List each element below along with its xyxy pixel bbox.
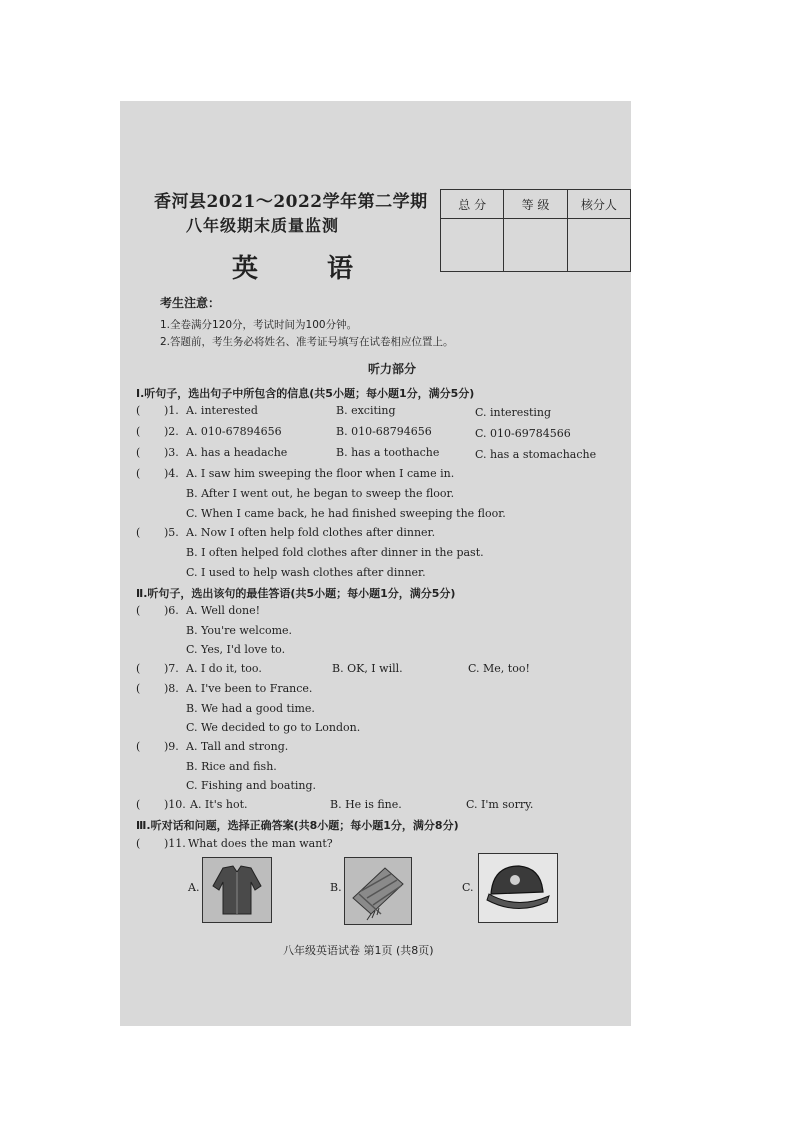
option-c: C. has a stomachache <box>475 448 597 461</box>
option-a: A. I do it, too. <box>186 662 262 675</box>
picture-option-label-a: A. <box>188 881 200 894</box>
exam-title-line1: 香河县2021～2022学年第二学期 <box>154 192 428 212</box>
answer-paren[interactable]: ( <box>136 446 141 459</box>
answer-paren[interactable]: ( <box>136 404 141 417</box>
question-number: )4. <box>164 467 179 480</box>
answer-paren[interactable]: ( <box>136 740 141 753</box>
answer-paren[interactable]: ( <box>136 425 141 438</box>
score-table <box>440 189 631 272</box>
option-a: A. Well done! <box>186 604 261 617</box>
option-b: B. has a toothache <box>336 446 440 459</box>
option-c: C. Me, too! <box>468 662 530 675</box>
score-cell-checker[interactable] <box>567 219 630 272</box>
answer-paren[interactable]: ( <box>136 662 141 675</box>
score-cell-grade[interactable] <box>504 219 567 272</box>
part-title: 听力部分 <box>368 362 417 376</box>
answer-paren[interactable]: ( <box>136 604 141 617</box>
option-c: C. 010-69784566 <box>475 427 571 440</box>
notice-item: 1.全卷满分120分，考试时间为100分钟。 <box>160 319 358 331</box>
score-header-checker: 核分人 <box>567 190 630 219</box>
exam-paper <box>120 101 631 1026</box>
question-number: )10. <box>164 798 186 811</box>
jacket-picture[interactable] <box>202 857 272 923</box>
option-c: C. When I came back, he had finished sweeping the floor. <box>186 507 506 520</box>
section-2-title: Ⅱ.听句子，选出该句的最佳答语(共5小题；每小题1分，满分5分) <box>136 587 456 600</box>
option-b: B. exciting <box>336 404 396 417</box>
option-a: A. I saw him sweeping the floor when I came in. <box>186 467 455 480</box>
score-header-total: 总 分 <box>441 190 504 219</box>
question-text: What does the man want? <box>188 837 333 850</box>
picture-option-label-b: B. <box>330 881 342 894</box>
option-b: B. I often helped fold clothes after dinner in the past. <box>186 546 484 559</box>
exam-title-line2: 八年级期末质量监测 <box>186 216 340 235</box>
option-c: C. Yes, I'd love to. <box>186 643 286 656</box>
question-number: )11. <box>164 837 186 850</box>
option-a: A. Now I often help fold clothes after dinner. <box>186 526 436 539</box>
option-c: C. I used to help wash clothes after dinner. <box>186 566 426 579</box>
answer-paren[interactable]: ( <box>136 467 141 480</box>
option-a: A. has a headache <box>186 446 288 459</box>
notice-heading: 考生注意： <box>160 296 221 310</box>
option-a: A. 010-67894656 <box>186 425 282 438</box>
question-number: )1. <box>164 404 179 417</box>
question-number: )3. <box>164 446 179 459</box>
option-c: C. interesting <box>475 406 552 419</box>
option-a: A. I've been to France. <box>186 682 313 695</box>
page-footer: 八年级英语试卷 第1页 (共8页) <box>283 944 434 957</box>
score-cell-total[interactable] <box>441 219 504 272</box>
question-number: )5. <box>164 526 179 539</box>
score-header-grade: 等 级 <box>504 190 567 219</box>
option-b: B. OK, I will. <box>332 662 403 675</box>
cap-icon <box>479 854 557 922</box>
option-b: B. He is fine. <box>330 798 402 811</box>
question-number: )9. <box>164 740 179 753</box>
option-b: B. After I went out, he began to sweep the floor. <box>186 487 455 500</box>
option-b: B. Rice and fish. <box>186 760 277 773</box>
option-a: A. Tall and strong. <box>186 740 289 753</box>
answer-paren[interactable]: ( <box>136 798 141 811</box>
section-3-title: Ⅲ.听对话和问题，选择正确答案(共8小题；每小题1分，满分8分) <box>136 819 459 832</box>
scarf-picture[interactable] <box>344 857 412 925</box>
option-c: C. We decided to go to London. <box>186 721 361 734</box>
option-c: C. I'm sorry. <box>466 798 534 811</box>
section-1-title: Ⅰ.听句子，选出句子中所包含的信息(共5小题；每小题1分，满分5分) <box>136 387 475 400</box>
subject-title: 英 语 <box>232 254 384 284</box>
cap-picture[interactable] <box>478 853 558 923</box>
question-number: )2. <box>164 425 179 438</box>
option-b: B. We had a good time. <box>186 702 315 715</box>
jacket-icon <box>203 858 271 922</box>
option-b: B. You're welcome. <box>186 624 293 637</box>
option-a: A. interested <box>186 404 258 417</box>
answer-paren[interactable]: ( <box>136 682 141 695</box>
option-a: A. It's hot. <box>190 798 248 811</box>
picture-option-label-c: C. <box>462 881 474 894</box>
question-number: )6. <box>164 604 179 617</box>
answer-paren[interactable]: ( <box>136 526 141 539</box>
option-c: C. Fishing and boating. <box>186 779 317 792</box>
question-number: )7. <box>164 662 179 675</box>
notice-item: 2.答题前，考生务必将姓名、准考证号填写在试卷相应位置上。 <box>160 336 454 348</box>
answer-paren[interactable]: ( <box>136 837 141 850</box>
scarf-icon <box>345 858 411 924</box>
option-b: B. 010-68794656 <box>336 425 432 438</box>
question-number: )8. <box>164 682 179 695</box>
